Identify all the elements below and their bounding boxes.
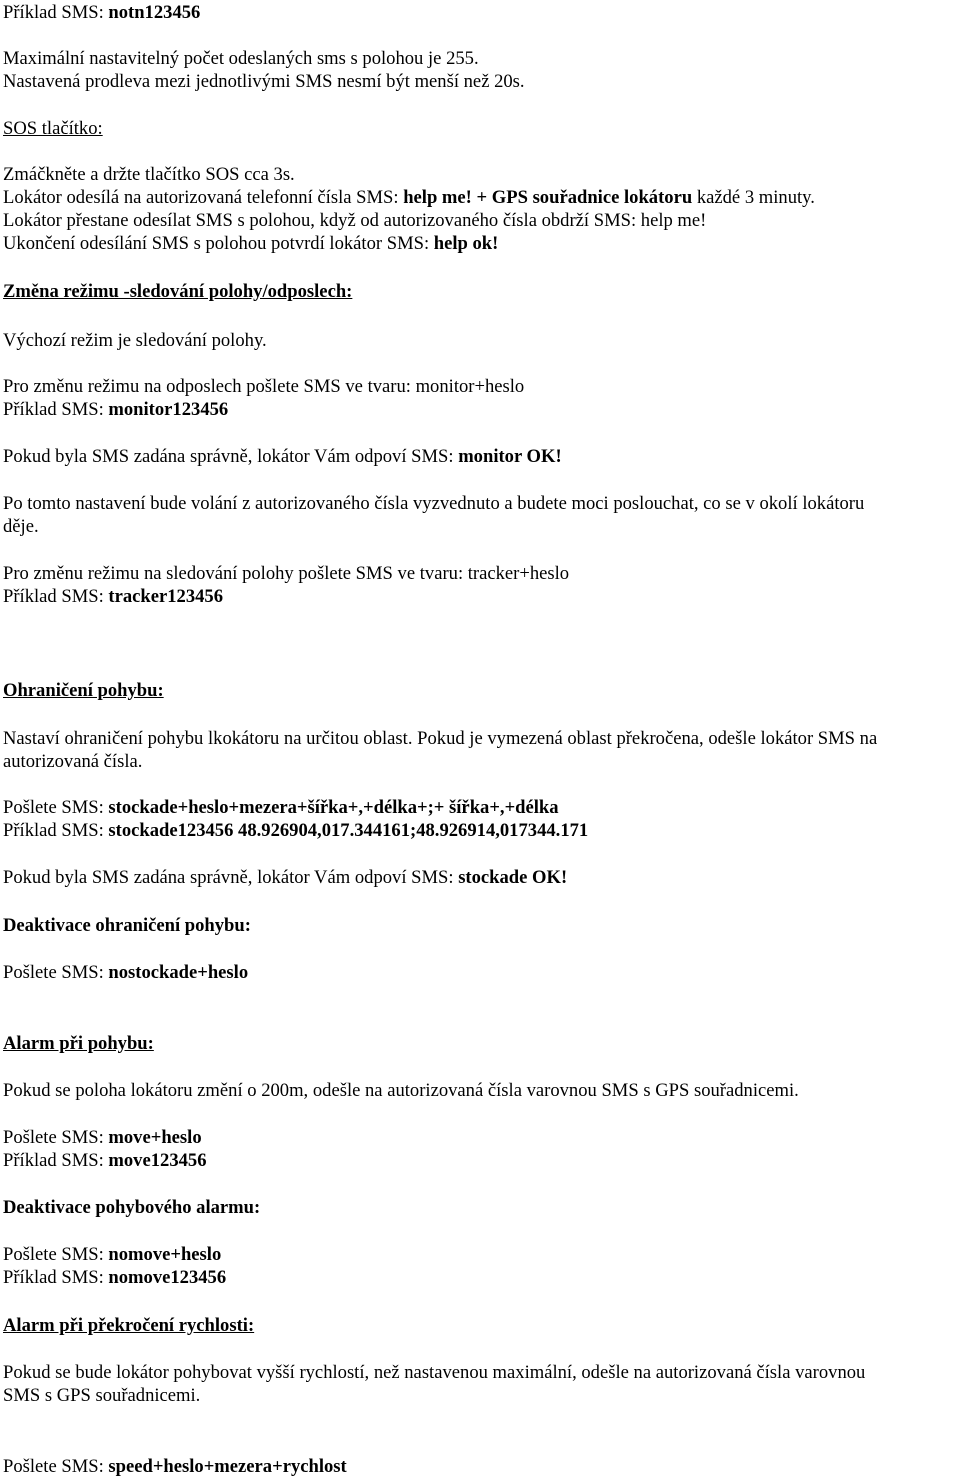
stockade-example-value: stockade123456 48.926904,017.344161;48.926914,017344.171: [108, 820, 589, 841]
monitor-example-label: Příklad SMS:: [3, 399, 109, 420]
monitor-example-line: [3, 398, 228, 421]
move-desc: Pokud se poloha lokátoru změní o 200m, odešle na autorizovaná čísla varovnou SMS s GPS souřadnicemi.: [3, 1080, 799, 1101]
stockade-off-send-line: [3, 961, 248, 984]
monitor-instruction: Pro změnu režimu na odposlech pošlete SMS ve tvaru: monitor+heslo: [3, 376, 525, 397]
mode-heading: Změna režimu -sledování polohy/odposlech:: [3, 281, 353, 302]
speed-send-value: speed+heslo+mezera+rychlost: [108, 1456, 347, 1477]
sos-line-3: Lokátor přestane odesílat SMS s polohou, když od autorizovaného čísla obdrží SMS: help me!: [3, 210, 707, 231]
mode-default-text: Výchozí režim je sledování polohy.: [3, 330, 267, 351]
stockade-example-label: Příklad SMS:: [3, 820, 109, 841]
monitor-note-line-1: Po tomto nastavení bude volání z autorizovaného čísla vyzvednuto a budete moci poslouchat, co se v okolí lokátoru: [3, 493, 865, 514]
min-delay-text: Nastavená prodleva mezi jednotlivými SMS nesmí být menší než 20s.: [3, 71, 525, 92]
tracker-instruction: Pro změnu režimu na sledování polohy pošlete SMS ve tvaru: tracker+heslo: [3, 563, 570, 584]
sos-line-4-text: Ukončení odesílání SMS s polohou potvrdí lokátor SMS:: [3, 233, 434, 254]
sos-line-4: [3, 232, 498, 255]
speed-send-line: [3, 1455, 347, 1478]
sos-line-1: Zmáčkněte a držte tlačítko SOS cca 3s.: [3, 164, 295, 185]
move-off-example-line: [3, 1266, 226, 1289]
move-off-send-line: [3, 1243, 221, 1266]
tracker-example-value: tracker123456: [108, 586, 224, 607]
move-off-send-value: nomove+heslo: [108, 1244, 222, 1265]
move-heading: Alarm při pohybu:: [3, 1033, 154, 1054]
speed-heading: Alarm při překročení rychlosti:: [3, 1315, 255, 1336]
move-off-example-value: nomove123456: [108, 1267, 227, 1288]
sos-line-2: [3, 186, 815, 209]
sos-heading: SOS tlačítko:: [3, 118, 103, 139]
stockade-send-line: [3, 796, 559, 819]
example-value: notn123456: [108, 2, 201, 23]
move-send-label: Pošlete SMS:: [3, 1127, 109, 1148]
monitor-confirm-line: [3, 445, 562, 468]
move-off-send-label: Pošlete SMS:: [3, 1244, 109, 1265]
stockade-heading: Ohraničení pohybu:: [3, 680, 164, 701]
monitor-confirm-text: Pokud byla SMS zadána správně, lokátor Vám odpoví SMS:: [3, 446, 459, 467]
monitor-note-line-2: děje.: [3, 516, 39, 537]
example-label: Příklad SMS:: [3, 2, 109, 23]
monitor-example-value: monitor123456: [108, 399, 229, 420]
move-example-label: Příklad SMS:: [3, 1150, 109, 1171]
stockade-off-heading: Deaktivace ohraničení pohybu:: [3, 915, 251, 936]
sos-line-2-text: Lokátor odesílá na autorizovaná telefonní čísla SMS:: [3, 187, 404, 208]
move-example-line: [3, 1149, 207, 1172]
stockade-send-value: stockade+heslo+mezera+šířka+,+délka+;+ šířka+,+délka: [108, 797, 559, 818]
move-off-heading: Deaktivace pohybového alarmu:: [3, 1197, 261, 1218]
stockade-confirm-line: [3, 866, 567, 889]
move-send-value: move+heslo: [108, 1127, 202, 1148]
stockade-send-label: Pošlete SMS:: [3, 797, 109, 818]
example-line: [3, 1, 200, 24]
stockade-off-send-value: nostockade+heslo: [108, 962, 249, 983]
move-send-line: [3, 1126, 202, 1149]
speed-desc-line-1: Pokud se bude lokátor pohybovat vyšší rychlostí, než nastavenou maximální, odešle na autorizovaná čísla varovnou: [3, 1362, 866, 1383]
tracker-example-line: [3, 585, 223, 608]
stockade-desc-line-1: Nastaví ohraničení pohybu lkokátoru na určitou oblast. Pokud je vymezená oblast překročena, odešle lokátor SMS na: [3, 728, 878, 749]
sos-line-2-tail: každé 3 minuty.: [692, 187, 815, 208]
stockade-example-line: [3, 819, 588, 842]
sos-line-2-sms: help me! + GPS souřadnice lokátoru: [403, 187, 693, 208]
stockade-confirm-sms: stockade OK!: [458, 867, 568, 888]
stockade-off-send-label: Pošlete SMS:: [3, 962, 109, 983]
sos-line-4-sms: help ok!: [433, 233, 499, 254]
move-off-example-label: Příklad SMS:: [3, 1267, 109, 1288]
speed-send-label: Pošlete SMS:: [3, 1456, 109, 1477]
stockade-desc-line-2: autorizovaná čísla.: [3, 751, 143, 772]
monitor-confirm-sms: monitor OK!: [458, 446, 562, 467]
speed-desc-line-2: SMS s GPS souřadnicemi.: [3, 1385, 201, 1406]
max-count-text: Maximální nastavitelný počet odeslaných sms s polohou je 255.: [3, 48, 479, 69]
tracker-example-label: Příklad SMS:: [3, 586, 109, 607]
stockade-confirm-text: Pokud byla SMS zadána správně, lokátor Vám odpoví SMS:: [3, 867, 459, 888]
move-example-value: move123456: [108, 1150, 207, 1171]
